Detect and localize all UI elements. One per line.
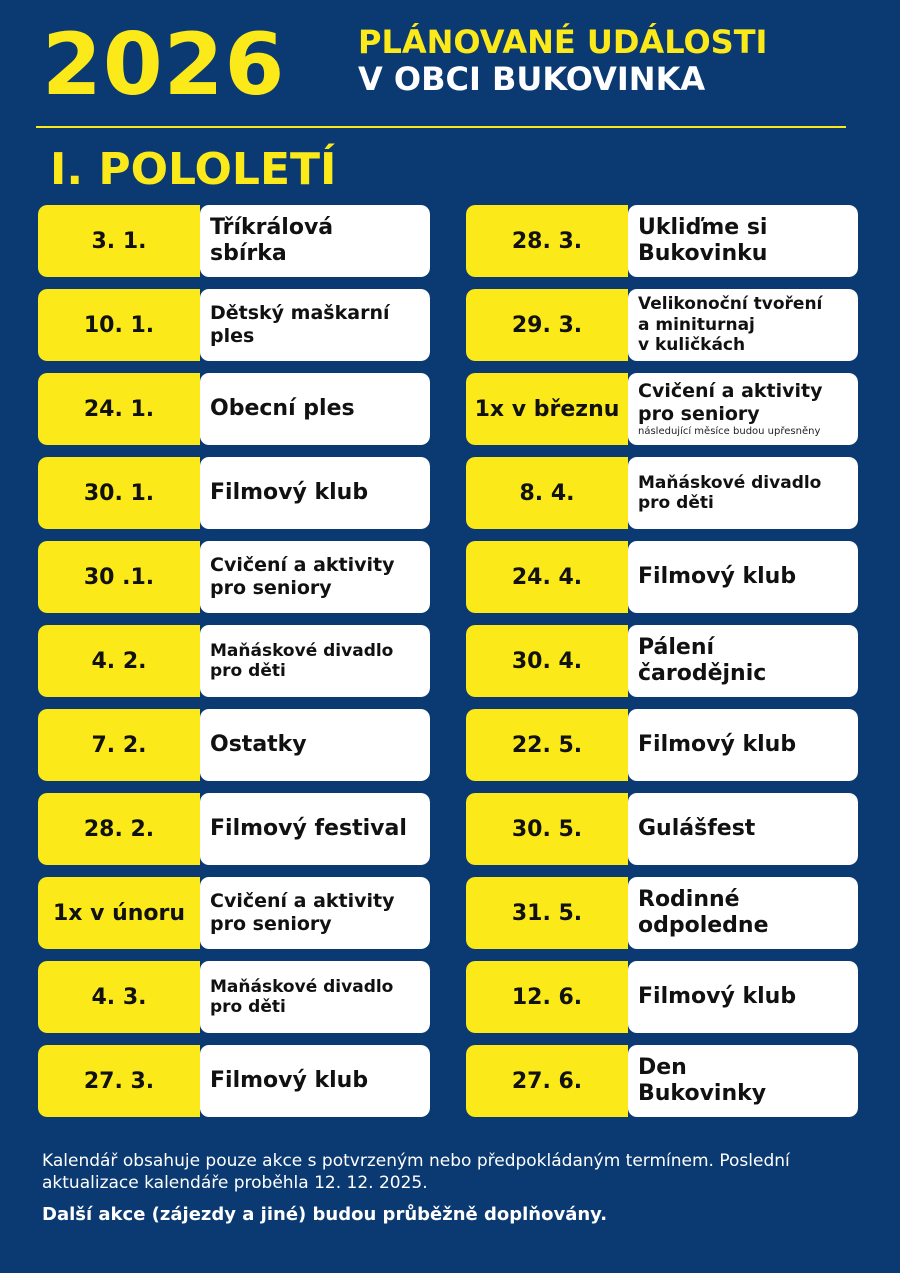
- event-row: [38, 793, 430, 865]
- event-row: [38, 205, 430, 277]
- event-name: Rodinné odpoledne: [638, 886, 769, 938]
- event-card: [628, 541, 858, 613]
- event-date: 8. 4.: [466, 457, 628, 529]
- event-row: [466, 541, 858, 613]
- event-name: Maňáskové divadlo pro děti: [638, 472, 822, 513]
- event-card: [628, 961, 858, 1033]
- event-card: [200, 877, 430, 949]
- event-name: Den Bukovinky: [638, 1054, 767, 1106]
- event-date: 27. 6.: [466, 1045, 628, 1117]
- title-line-2: V OBCI BUKOVINKA: [358, 59, 706, 98]
- event-row: [466, 289, 858, 361]
- event-date: 1x v březnu: [466, 373, 628, 445]
- event-name: Filmový klub: [638, 731, 797, 757]
- event-date: 30. 5.: [466, 793, 628, 865]
- event-date: 30. 4.: [466, 625, 628, 697]
- event-card: [200, 961, 430, 1033]
- event-date: 22. 5.: [466, 709, 628, 781]
- event-row: [466, 457, 858, 529]
- event-row: [38, 961, 430, 1033]
- event-row: [466, 877, 858, 949]
- event-row: [38, 877, 430, 949]
- event-name: Maňáskové divadlo pro děti: [210, 976, 394, 1017]
- event-date: 30 .1.: [38, 541, 200, 613]
- event-card: [200, 289, 430, 361]
- event-date: 1x v únoru: [38, 877, 200, 949]
- event-card: [200, 541, 430, 613]
- event-date: 24. 4.: [466, 541, 628, 613]
- event-row: [38, 457, 430, 529]
- event-card: [200, 205, 430, 277]
- event-card: [628, 289, 858, 361]
- event-date: 29. 3.: [466, 289, 628, 361]
- year-heading: 2026: [42, 15, 286, 115]
- event-row: [38, 1045, 430, 1117]
- section-title: I. POLOLETÍ: [50, 144, 337, 195]
- event-date: 28. 3.: [466, 205, 628, 277]
- event-card: [628, 457, 858, 529]
- event-name: Cvičení a aktivity pro seniory: [210, 554, 395, 599]
- event-date: 3. 1.: [38, 205, 200, 277]
- event-name: Pálení čarodějnic: [638, 634, 767, 686]
- event-card: [628, 1045, 858, 1117]
- event-date: 4. 2.: [38, 625, 200, 697]
- event-row: [466, 961, 858, 1033]
- event-row: [466, 205, 858, 277]
- event-card: [628, 709, 858, 781]
- event-card: [200, 793, 430, 865]
- event-card: [200, 625, 430, 697]
- footer: [42, 1150, 872, 1225]
- events-column-left: [38, 205, 430, 1129]
- event-name: Obecní ples: [210, 395, 355, 421]
- event-card: [200, 457, 430, 529]
- event-card: [628, 205, 858, 277]
- event-row: [38, 373, 430, 445]
- event-name: Tříkrálová sbírka: [210, 214, 334, 266]
- event-row: [466, 1045, 858, 1117]
- title-line-1: PLÁNOVANÉ UDÁLOSTI: [358, 23, 768, 61]
- event-name: Filmový klub: [638, 983, 797, 1009]
- event-date: 4. 3.: [38, 961, 200, 1033]
- event-row: [466, 793, 858, 865]
- event-date: 31. 5.: [466, 877, 628, 949]
- event-row: [466, 709, 858, 781]
- event-date: 7. 2.: [38, 709, 200, 781]
- event-row: [38, 541, 430, 613]
- event-name: Dětský maškarní ples: [210, 302, 390, 347]
- event-card: [200, 1045, 430, 1117]
- event-name: Filmový klub: [638, 563, 797, 589]
- event-row: [38, 625, 430, 697]
- event-date: 27. 3.: [38, 1045, 200, 1117]
- events-column-right: [466, 205, 858, 1129]
- event-row: [466, 625, 858, 697]
- event-name: Gulášfest: [638, 815, 756, 841]
- event-card: [200, 709, 430, 781]
- event-name: Maňáskové divadlo pro děti: [210, 640, 394, 681]
- event-date: 10. 1.: [38, 289, 200, 361]
- event-row: [38, 289, 430, 361]
- event-date: 24. 1.: [38, 373, 200, 445]
- event-card: [628, 373, 858, 445]
- event-row: [38, 709, 430, 781]
- footer-notice: Další akce (zájezdy a jiné) budou průběžně doplňovány.: [42, 1204, 608, 1226]
- event-row: [466, 373, 858, 445]
- event-name: Filmový festival: [210, 815, 407, 841]
- footer-disclaimer: Kalendář obsahuje pouze akce s potvrzeným nebo předpokládaným termínem. Poslední aktualizace kalendáře proběhla 12. 12. 2025.: [42, 1151, 790, 1194]
- event-name: Velikonoční tvoření a miniturnaj v kuličkách: [638, 294, 823, 356]
- event-date: 28. 2.: [38, 793, 200, 865]
- event-card: [200, 373, 430, 445]
- header-divider: [36, 126, 846, 128]
- event-name: Ukliďme si Bukovinku: [638, 214, 768, 266]
- event-name: Filmový klub: [210, 1067, 369, 1093]
- event-name: Cvičení a aktivity pro seniory: [210, 890, 395, 935]
- event-date: 30. 1.: [38, 457, 200, 529]
- event-date: 12. 6.: [466, 961, 628, 1033]
- event-card: [628, 625, 858, 697]
- event-note: následující měsíce budou upřesněny: [638, 425, 821, 437]
- event-name: Cvičení a aktivity pro seniory: [638, 380, 823, 425]
- event-card: [628, 877, 858, 949]
- event-name: Filmový klub: [210, 479, 369, 505]
- page-title: [358, 24, 767, 98]
- event-card: [628, 793, 858, 865]
- event-name: Ostatky: [210, 731, 307, 757]
